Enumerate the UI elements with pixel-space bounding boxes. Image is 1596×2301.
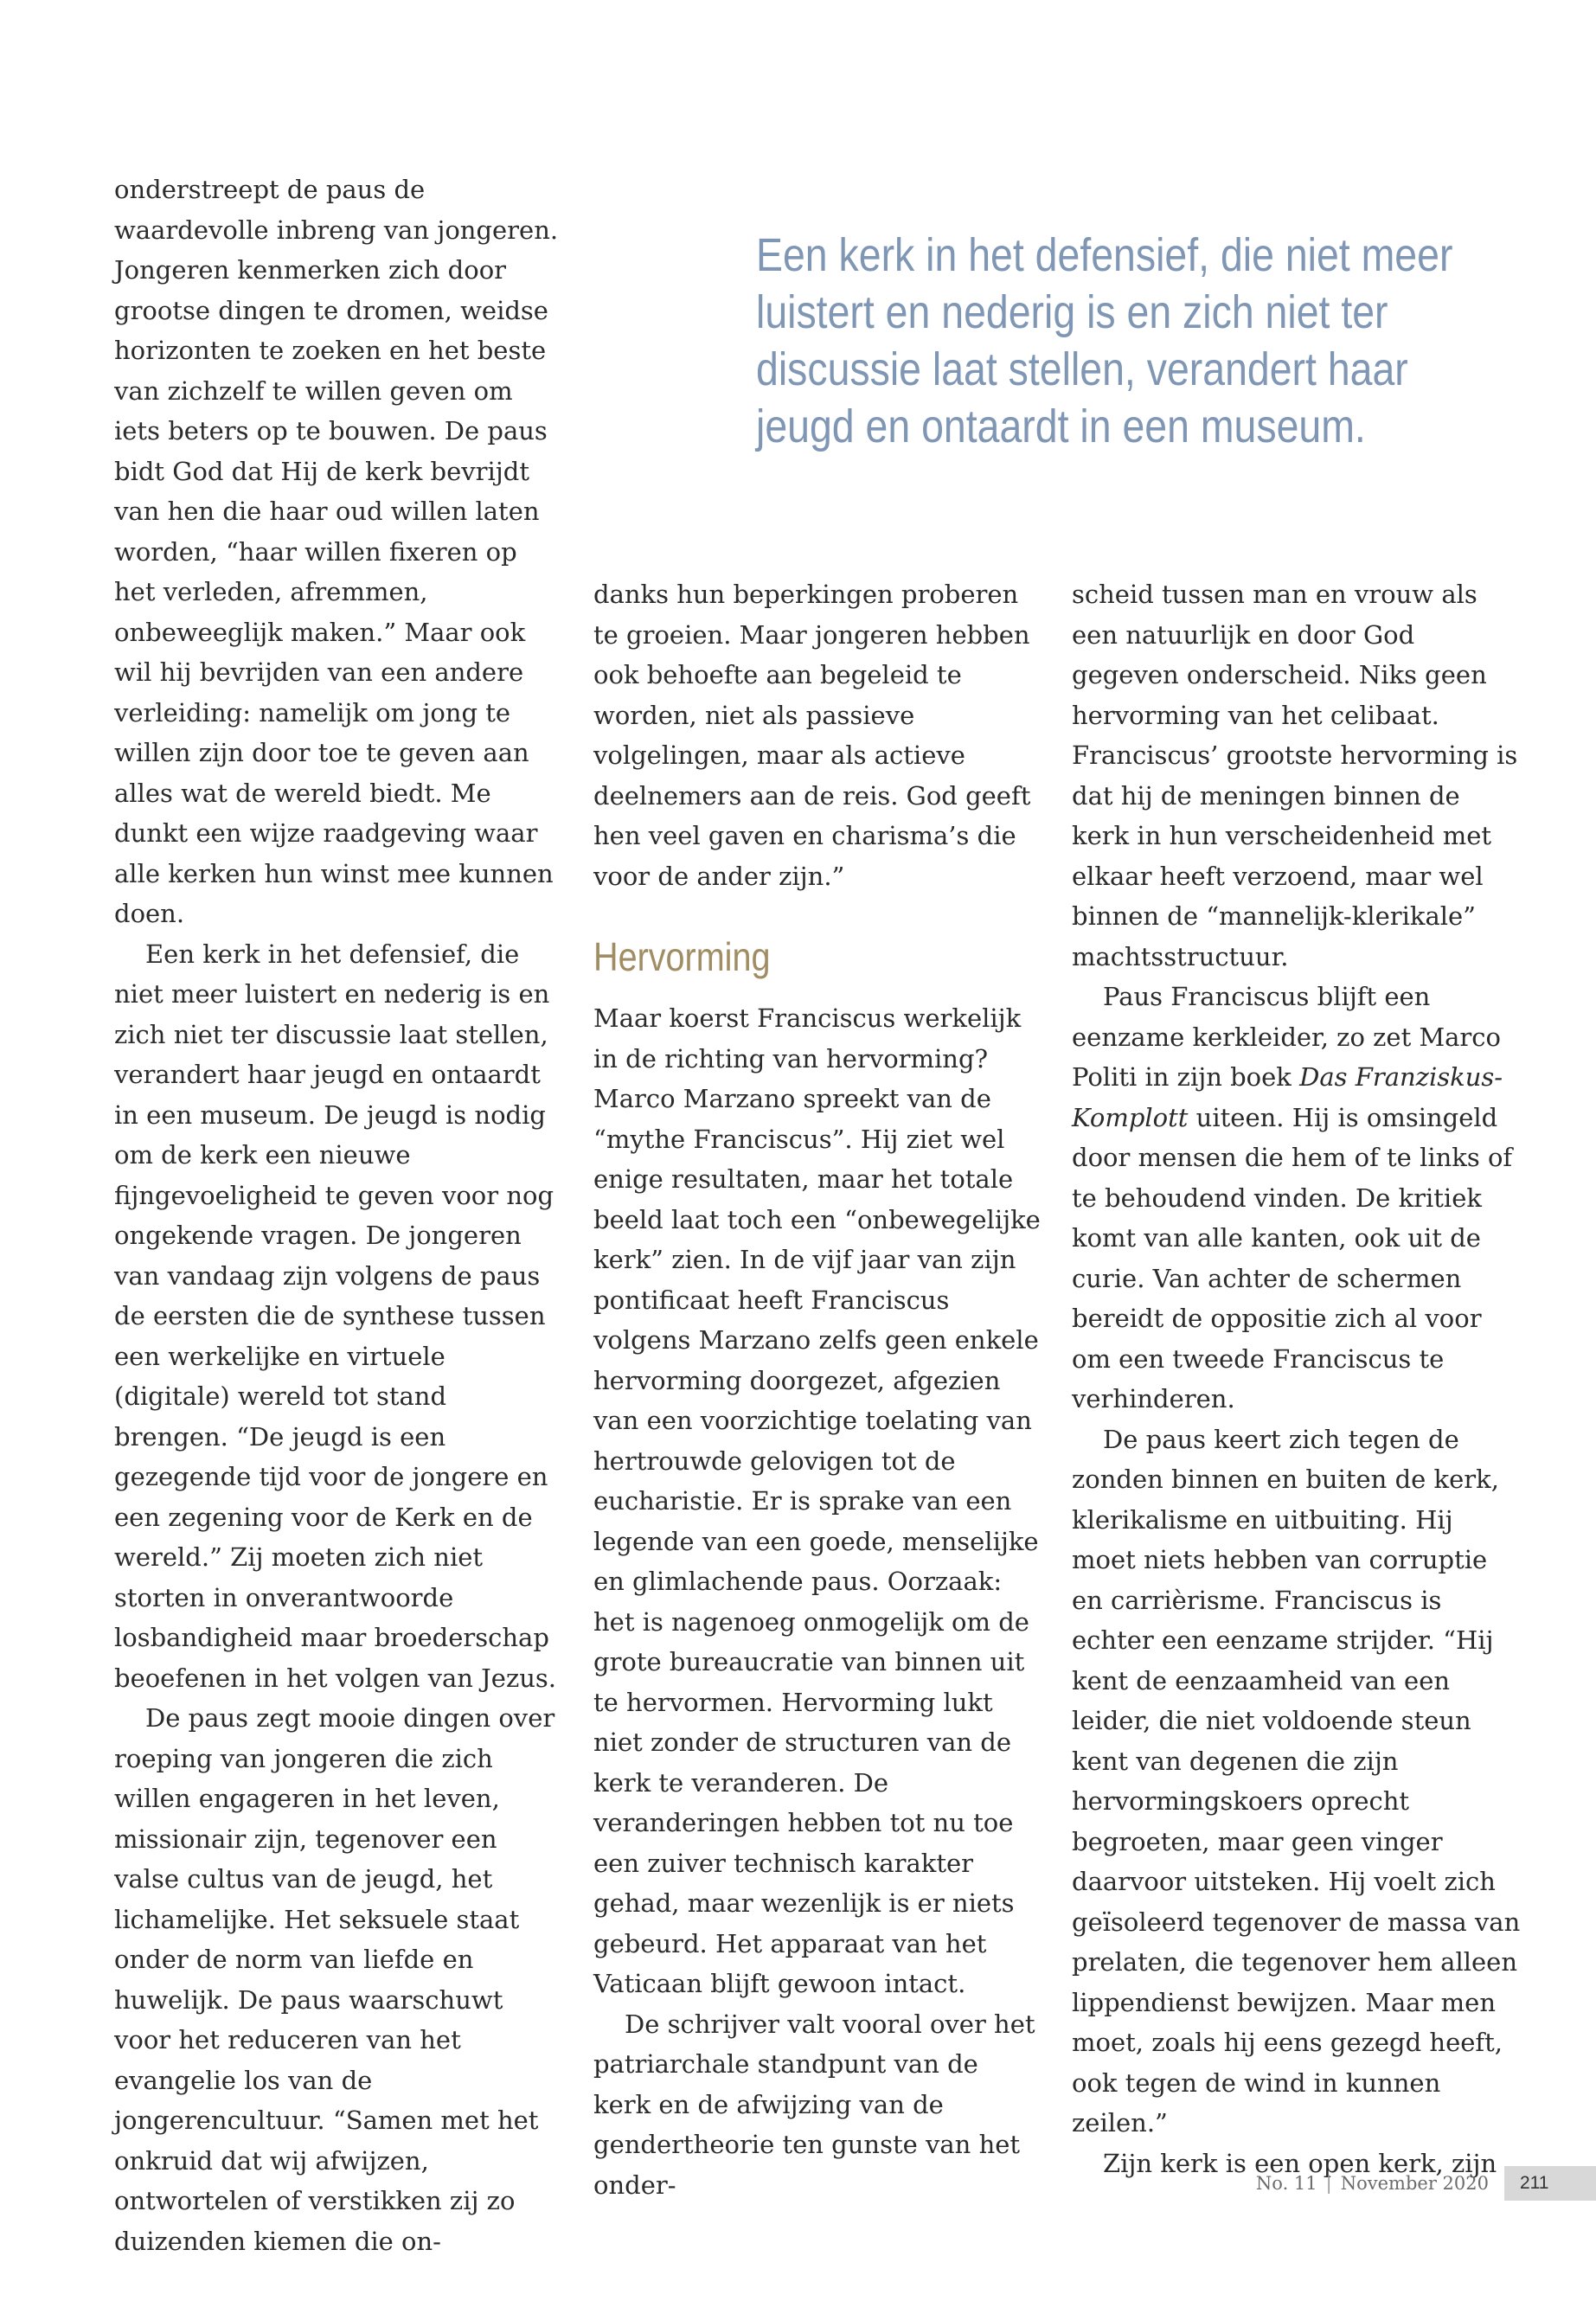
book-title: Das Franziskus-Komplott — [1072, 1062, 1503, 1132]
paragraph-text: uiteen. Hij is omsingeld door mensen die hem of te links of te behoudend vinden. De kritiek komt van alle kanten, ook uit de curie. Van achter de schermen bereidt de oppositie zich al voor om een tweede Franciscus te verhinderen. — [1072, 1102, 1513, 1413]
pull-quote — [756, 227, 1453, 455]
section-heading: Hervorming — [593, 934, 771, 979]
paragraph — [1072, 977, 1522, 1420]
paragraph: De paus zegt mooie dingen over roeping van jongeren die zich willen engageren in het leven, missionair zijn, tegenover een valse cultus van de jeugd, het lichamelijke. Het seksuele staat onder de norm van liefde en huwelijk. De paus waarschuwt voor het reduceren van het evangelie los van de jongerencultuur. “Samen met het onkruid dat wij afwijzen, ontwortelen of verstikken zij zo duizenden kiemen die on- — [114, 1703, 555, 2256]
page-number: 211 — [1504, 2166, 1596, 2201]
pull-quote-line: jeugd en ontaardt in een museum. — [756, 401, 1366, 452]
paragraph: De schrijver valt vooral over het patriarchale standpunt van de kerk en de afwijzing van de gendertheorie ten gunste van het onder- — [593, 2009, 1035, 2200]
text-column-3 — [1072, 574, 1522, 2183]
pull-quote-line: luistert en nederig is en zich niet ter — [756, 286, 1388, 338]
footer-separator: | — [1325, 2173, 1332, 2194]
issue-info — [1256, 2173, 1489, 2194]
issue-number: No. 11 — [1255, 2173, 1317, 2194]
paragraph: onderstreept de paus de waardevolle inbreng van jongeren. Jongeren kenmerken zich door grootse dingen te dromen, weidse horizonten te zoeken en het beste van zichzelf te willen geven om iets beters op te bouwen. De paus bidt God dat Hij de kerk bevrijdt van hen die haar oud willen laten worden, “haar willen fixeren op het verleden, afremmen, onbeweeglijk maken.” Maar ook wil hij bevrijden van een andere verleiding: namelijk om jong te willen zijn door toe te geven aan alles wat de wereld biedt. Me dunkt een wijze raadgeving waar alle kerken hun winst mee kunnen doen. — [114, 175, 559, 928]
paragraph: Zijn kerk is een open kerk, zijn — [1103, 2148, 1497, 2178]
pull-quote-line: discussie laat stellen, verandert haar — [756, 343, 1408, 395]
pull-quote-line: Een kerk in het defensief, die niet meer — [756, 229, 1453, 281]
text-column-2 — [593, 574, 1043, 2205]
paragraph: De paus keert zich tegen de zonden binnen en buiten de kerk, klerikalisme en uitbuiting. Hij moet niets hebben van corruptie en carrièrisme. Franciscus is echter een eenzame strijder. “Hij kent de eenzaamheid van een leider, die niet voldoende steun kent van degenen die zijn hervormingskoers oprecht begroeten, maar geen vinger daarvoor uitsteken. Hij voelt zich geïsoleerd tegenover de massa van prelaten, die tegenover hem alleen lippendienst bewijzen. Maar men moet, zoals hij eens gezegd heeft, ook tegen de wind in kunnen zeilen.” — [1072, 1424, 1521, 2138]
text-column-1 — [114, 170, 564, 2261]
issue-date: November 2020 — [1340, 2173, 1489, 2194]
paragraph-text: Paus Franciscus blijft een eenzame kerkleider, zo zet Marco Politi in zijn boek — [1072, 982, 1501, 1092]
paragraph: Maar koerst Franciscus werkelijk in de richting van hervorming? Marco Marzano spreekt van de “mythe Franciscus”. Hij ziet wel enige resultaten, maar het totale beeld laat toch een “onbewegelijke kerk” zien. In de vijf jaar van zijn pontificaat heeft Franciscus volgens Marzano zelfs geen enkele hervorming doorgezet, afgezien van een voorzichtige toelating van hertrouwde gelovigen tot de eucharistie. Er is sprake van een legende van een goede, menselijke en glimlachende paus. Oorzaak: het is nagenoeg onmogelijk om de grote bureaucratie van binnen uit te hervormen. Hervorming lukt niet zonder de structuren van de kerk te veranderen. De veranderingen hebben tot nu toe een zuiver technisch karakter gehad, maar wezenlijk is er niets gebeurd. Het apparaat van het Vaticaan blijft gewoon intact. — [593, 1003, 1041, 1998]
page-footer — [1256, 2166, 1596, 2201]
paragraph: scheid tussen man en vrouw als een natuurlijk en door God gegeven onderscheid. Niks geen hervorming van het celibaat. Franciscus’ grootste hervorming is dat hij de meningen binnen de kerk in hun verscheidenheid met elkaar heeft verzoend, maar wel binnen de “mannelijk-klerikale” machtsstructuur. — [1072, 580, 1518, 971]
paragraph: Een kerk in het defensief, die niet meer luistert en nederig is en zich niet ter discussie laat stellen, verandert haar jeugd en ontaardt in een museum. De jeugd is nodig om de kerk een nieuwe fijngevoeligheid te geven voor nog ongekende vragen. De jongeren van vandaag zijn volgens de paus de eersten die de synthese tussen een werkelijke en virtuele (digitale) wereld tot stand brengen. “De jeugd is een gezegende tijd voor de jongere en een zegening voor de Kerk en de wereld.” Zij moeten zich niet storten in onverantwoorde losbandigheid maar broederschap beoefenen in het volgen van Jezus. — [114, 939, 557, 1693]
paragraph: danks hun beperkingen proberen te groeien. Maar jongeren hebben ook behoefte aan begeleid te worden, niet als passieve volgelingen, maar als actieve deelnemers aan de reis. God geeft hen veel gaven en charisma’s die voor de ander zijn.” — [593, 580, 1031, 891]
